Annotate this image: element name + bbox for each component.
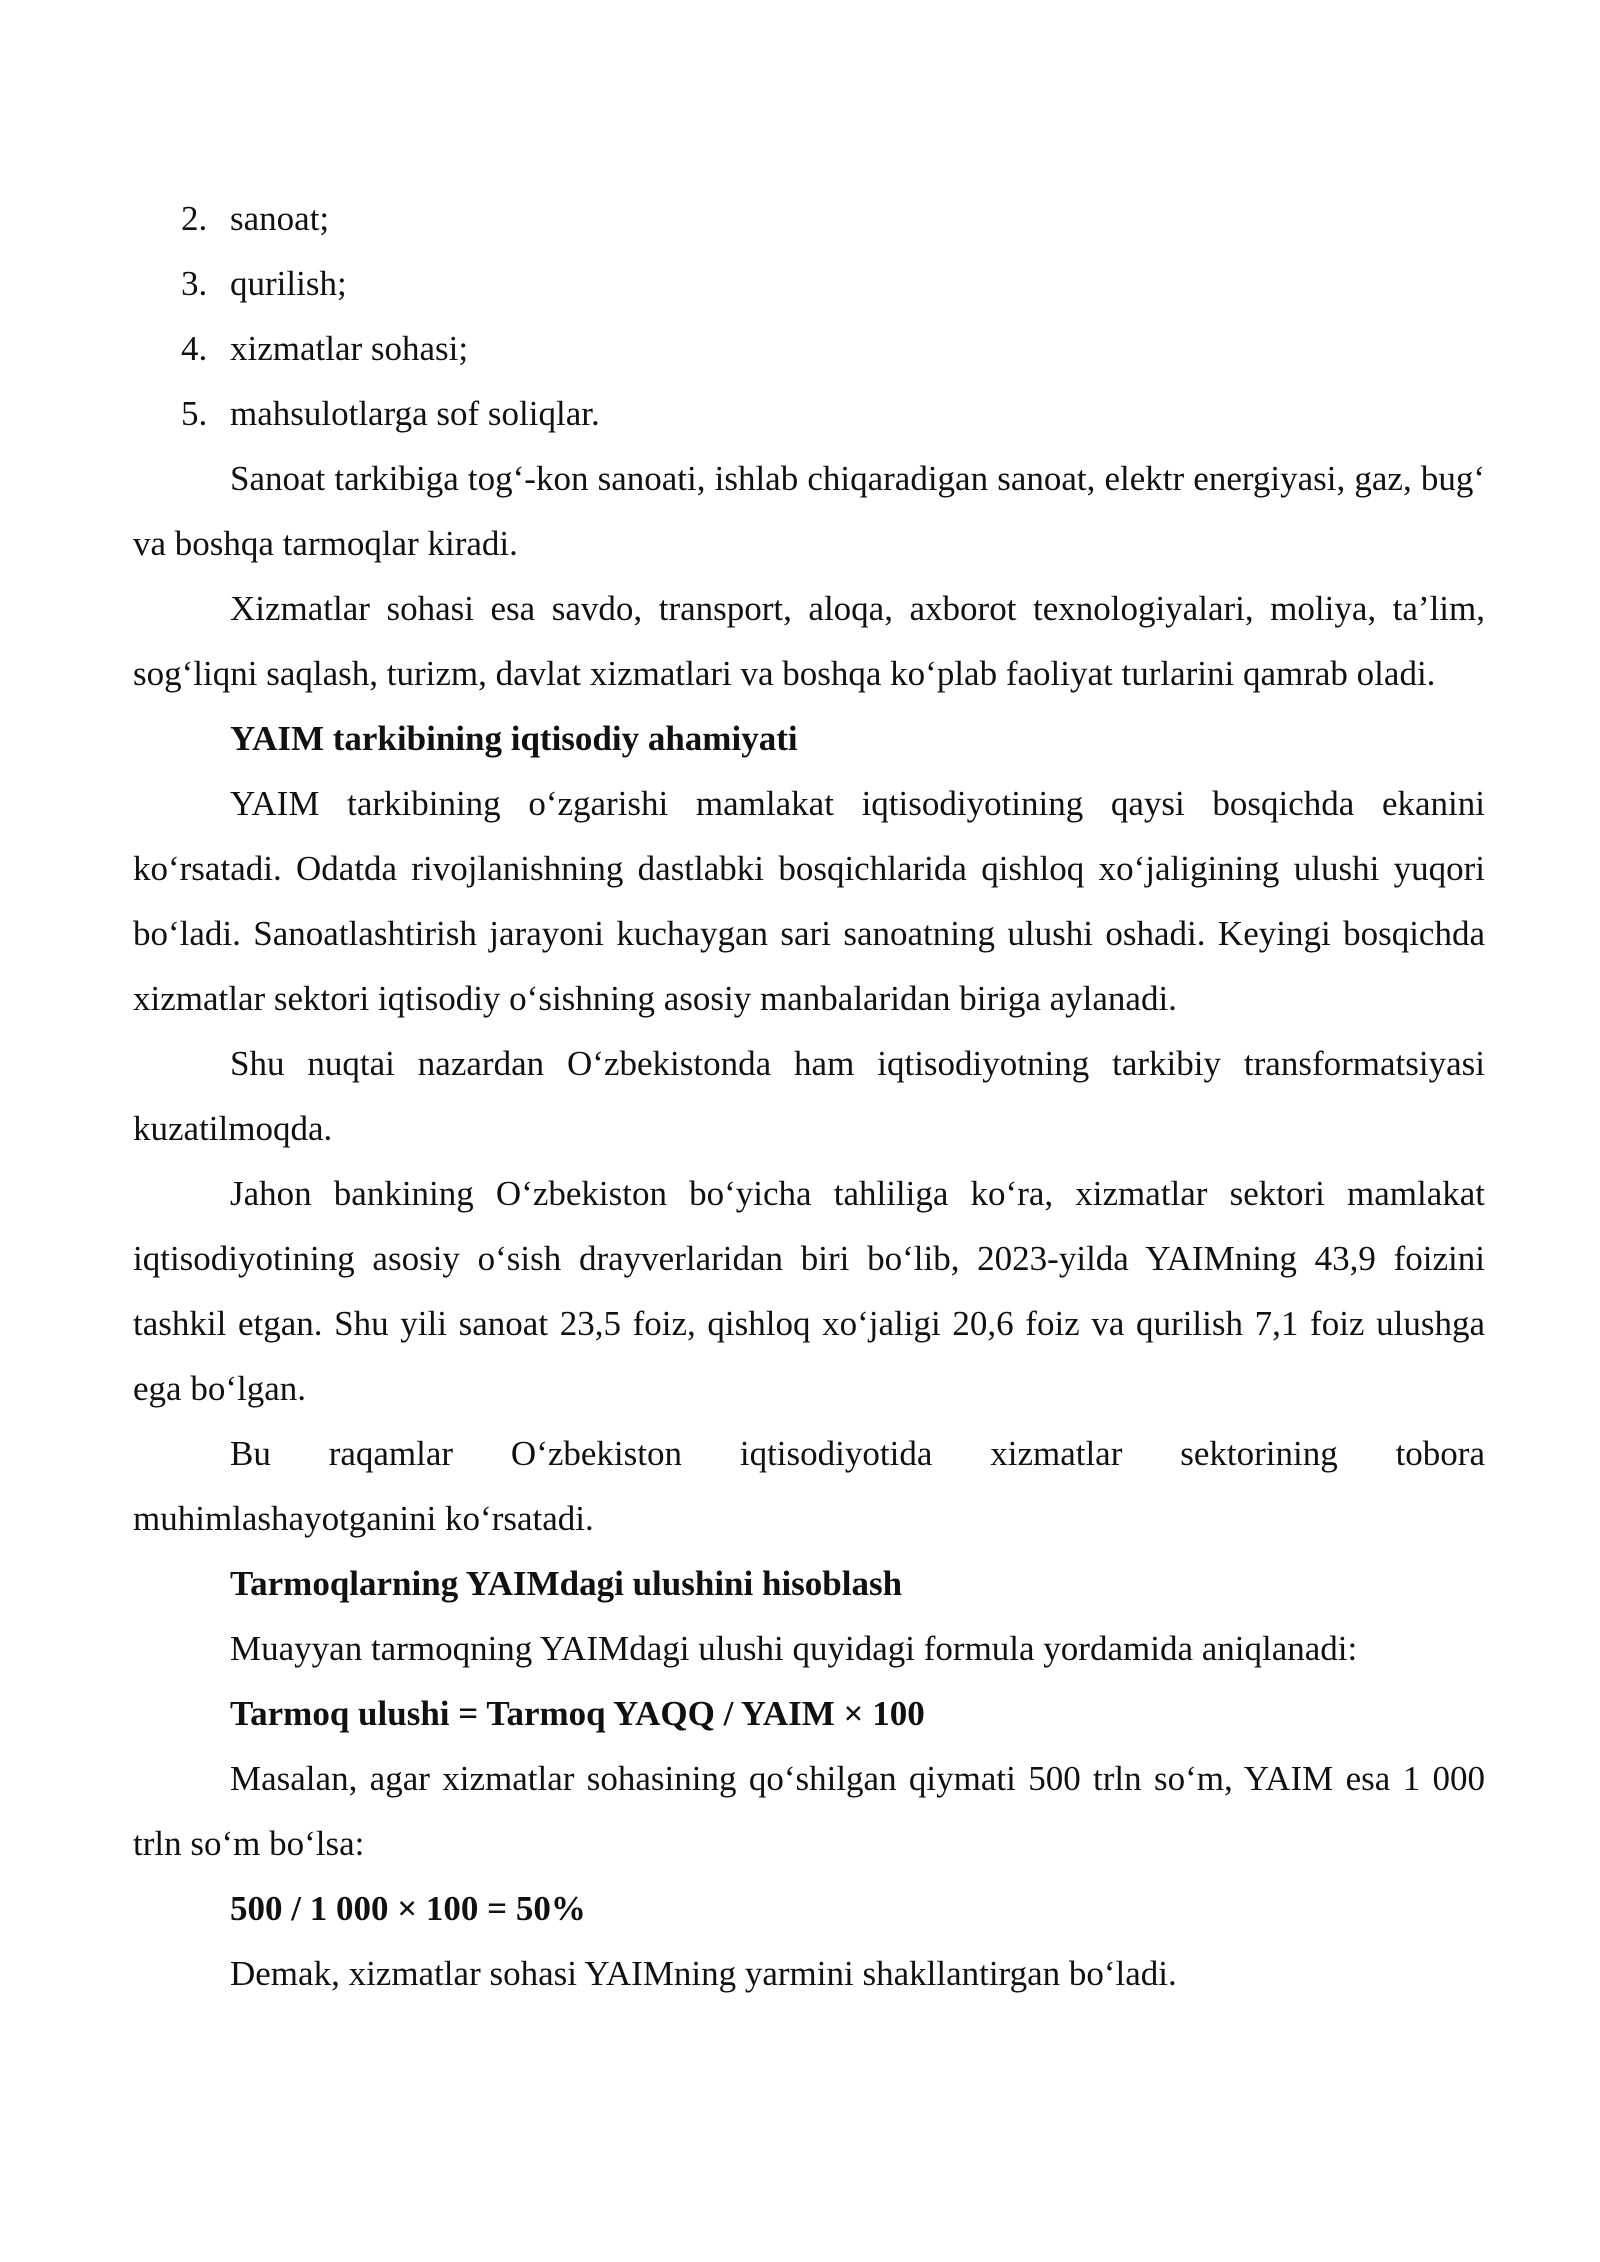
list-text: xizmatlar sohasi; [230, 329, 469, 368]
document-page [133, 186, 1485, 2006]
paragraph-numbers-line1: Bu raqamlar O‘zbekiston iqtisodiyotida xizmatlar sektorining tobora [230, 1434, 1485, 1473]
heading-economic-importance: YAIM tarkibining iqtisodiy ahamiyati [230, 719, 798, 758]
formula-example: 500 / 1 000 × 100 = 50% [230, 1889, 586, 1928]
list-number: 2. [181, 199, 208, 238]
list-text: sanoat; [230, 199, 330, 238]
list-number: 4. [181, 329, 208, 368]
list-number: 3. [181, 264, 208, 303]
paragraph-conclusion: Demak, xizmatlar sohasi YAIMning yarmini shakllantirgan bo‘ladi. [230, 1954, 1177, 1993]
paragraph-formula-intro: Muayyan tarmoqning YAIMdagi ulushi quyidagi formula yordamida aniqlanadi: [230, 1629, 1358, 1668]
list-item [133, 381, 1485, 446]
paragraph-services: Xizmatlar sohasi esa savdo, transport, aloqa, axborot texnologiyalari, moliya, ta’lim, sog‘liqni saqlash, turizm, davlat xizmatlari va boshqa ko‘plab faoliyat turlarini qamrab oladi. [133, 589, 1485, 693]
paragraph-world-bank: Jahon bankining O‘zbekiston bo‘yicha tahliliga ko‘ra, xizmatlar sektori mamlakat iqtisodiyotining asosiy o‘sish drayverlaridan biri bo‘lib, 2023-yilda YAIMning 43,9 foizini tashkil etgan. Shu yili sanoat 23,5 foiz, qishloq xo‘jaligi 20,6 foiz va qurilish 7,1 foiz ulushga ega bo‘lgan. [133, 1174, 1485, 1408]
list-text: mahsulotlarga sof soliqlar. [230, 394, 600, 433]
sector-list [133, 186, 1485, 446]
paragraph-industry: Sanoat tarkibiga tog‘-kon sanoati, ishlab chiqaradigan sanoat, elektr energiyasi, gaz, bug‘ va boshqa tarmoqlar kiradi. [133, 459, 1485, 563]
heading-share-calculation: Tarmoqlarning YAIMdagi ulushini hisoblash [230, 1564, 903, 1603]
paragraph-example: Masalan, agar xizmatlar sohasining qo‘shilgan qiymati 500 trln so‘m, YAIM esa 1 000 trln so‘m bo‘lsa: [133, 1759, 1485, 1863]
list-item [133, 251, 1485, 316]
paragraph-structure-change: YAIM tarkibining o‘zgarishi mamlakat iqtisodiyotining qaysi bosqichda ekanini ko‘rsatadi. Odatda rivojlanishning dastlabki bosqichlarida qishloq xo‘jaligining ulushi yuqori bo‘ladi. Sanoatlashtirish jarayoni kuchaygan sari sanoatning ulushi oshadi. Keyingi bosqichda xizmatlar sektori iqtisodiy o‘sishning asosiy manbalaridan biriga aylanadi. [133, 784, 1485, 1018]
list-text: qurilish; [230, 264, 347, 303]
paragraph-transformation: Shu nuqtai nazardan O‘zbekistonda ham iqtisodiyotning tarkibiy transformatsiyasi kuzatilmoqda. [133, 1044, 1485, 1148]
list-number: 5. [181, 394, 208, 433]
list-item [133, 186, 1485, 251]
list-item [133, 316, 1485, 381]
formula-share: Tarmoq ulushi = Tarmoq YAQQ / YAIM × 100 [230, 1694, 925, 1733]
paragraph-numbers-line2: muhimlashayotganini ko‘rsatadi. [133, 1499, 594, 1538]
